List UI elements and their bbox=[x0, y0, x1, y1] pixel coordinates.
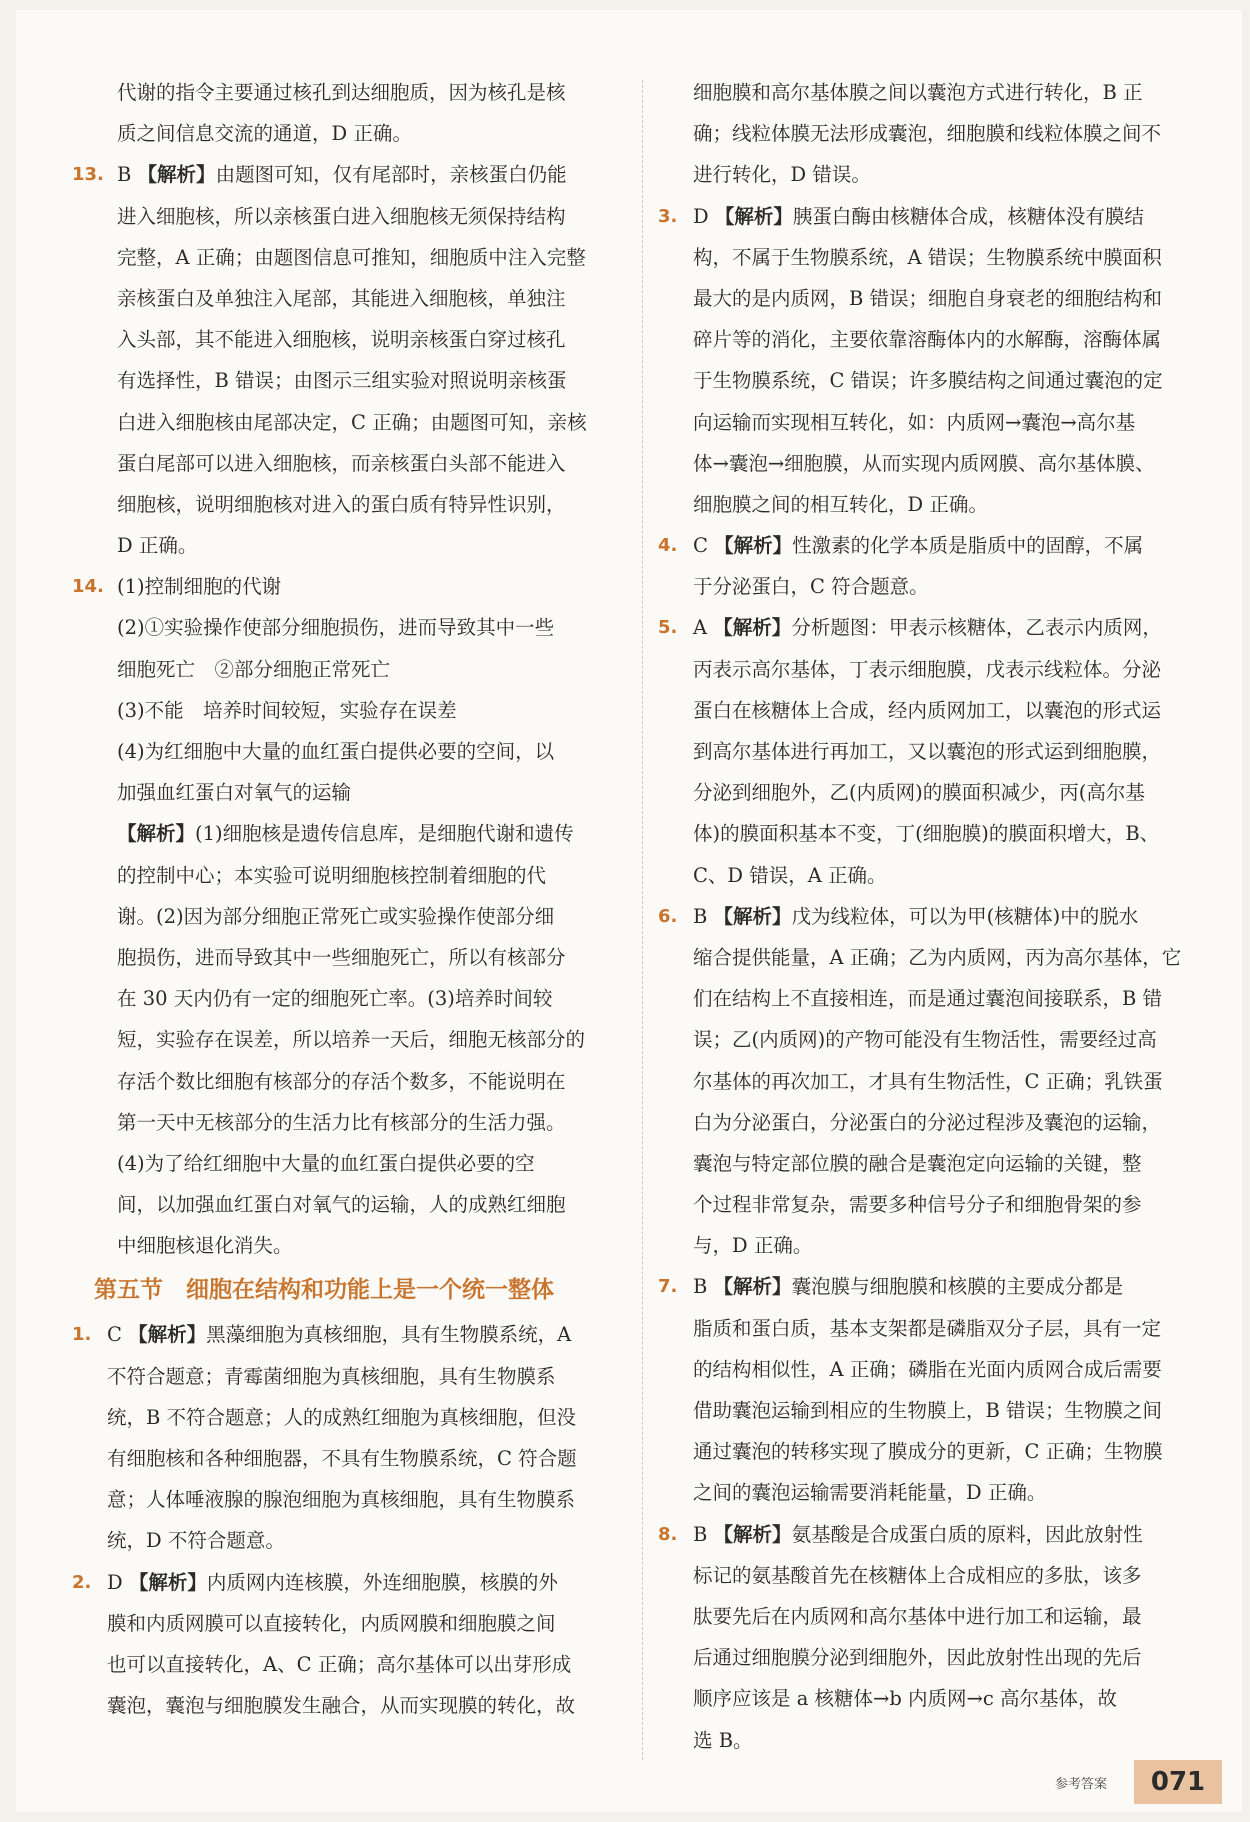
text-line: 于生物膜系统，C 错误；许多膜结构之间通过囊泡的定 bbox=[693, 369, 1163, 393]
question-8 bbox=[658, 1514, 1218, 1555]
left-column bbox=[72, 72, 628, 1726]
question-5 bbox=[658, 607, 1218, 648]
text-line: 有选择性，B 错误；由图示三组实验对照说明亲核蛋 bbox=[117, 369, 567, 393]
answer-letter: A bbox=[693, 616, 708, 640]
text-line: 胰蛋白酶由核糖体合成，核糖体没有膜结 bbox=[792, 204, 1144, 228]
answer-letter: B bbox=[117, 163, 132, 187]
text-line: 之间的囊泡运输需要消耗能量，D 正确。 bbox=[693, 1481, 1047, 1505]
text-line: 个过程非常复杂，需要多种信号分子和细胞骨架的参 bbox=[693, 1193, 1142, 1217]
text-line: 第一天中无核部分的生活力比有核部分的生活力强。 bbox=[117, 1110, 566, 1134]
question-number: 7. bbox=[658, 1276, 678, 1298]
text-line: (4)为了给红细胞中大量的血红蛋白提供必要的空 bbox=[117, 1151, 535, 1175]
question-6 bbox=[658, 896, 1218, 937]
text-line: 进入细胞核，所以亲核蛋白进入细胞核无须保持结构 bbox=[117, 204, 566, 228]
answer-letter: D bbox=[693, 204, 709, 228]
analysis-tag: 【解析】 bbox=[713, 1522, 792, 1546]
question-number: 8. bbox=[658, 1523, 678, 1545]
text-line: 向运输而实现相互转化，如：内质网→囊泡→高尔基 bbox=[693, 410, 1136, 434]
text-line: 缩合提供能量，A 正确；乙为内质网，丙为高尔基体，它 bbox=[693, 945, 1182, 969]
text-line: 蛋白尾部可以进入细胞核，而亲核蛋白头部不能进入 bbox=[117, 451, 566, 475]
footer-label: 参考答案 bbox=[1054, 1777, 1107, 1792]
page-number: 071 bbox=[1134, 1760, 1222, 1804]
text-line: 的控制中心；本实验可说明细胞核控制着细胞的代 bbox=[117, 863, 547, 887]
text-line: (4)为红细胞中大量的血红蛋白提供必要的空间，以 bbox=[117, 740, 555, 763]
text-line: 统，B 不符合题意；人的成熟红细胞为真核细胞，但没 bbox=[107, 1405, 577, 1429]
text-line: 完整，A 正确；由题图信息可推知，细胞质中注入完整 bbox=[117, 245, 586, 269]
answer-letter: C bbox=[107, 1323, 122, 1347]
question-number: 1. bbox=[72, 1324, 92, 1346]
text-line: 黑藻细胞为真核细胞，具有生物膜系统，A bbox=[206, 1323, 572, 1347]
text-line: 借助囊泡运输到相应的生物膜上，B 错误；生物膜之间 bbox=[693, 1399, 1163, 1422]
text-line: 统，D 不符合题意。 bbox=[107, 1529, 285, 1553]
question-number: 13. bbox=[72, 164, 104, 186]
text-line: 于分泌蛋白，C 符合题意。 bbox=[693, 575, 929, 599]
analysis-tag: 【解析】 bbox=[128, 1323, 207, 1347]
text-line: 亲核蛋白及单独注入尾部，其能进入细胞核，单独注 bbox=[117, 286, 566, 310]
question-3 bbox=[658, 196, 1218, 237]
text-line: 选 B。 bbox=[693, 1728, 753, 1752]
text-line: 体)的膜面积基本不变，丁(细胞膜)的膜面积增大，B、 bbox=[693, 822, 1160, 846]
text-line: 细胞死亡 ②部分细胞正常死亡 bbox=[117, 657, 391, 681]
question-number: 6. bbox=[658, 905, 678, 927]
question-number: 5. bbox=[658, 617, 678, 639]
text-line: 膜和内质网膜可以直接转化，内质网膜和细胞膜之间 bbox=[107, 1611, 556, 1635]
answer-letter: B bbox=[693, 904, 708, 928]
text-line: D 正确。 bbox=[117, 534, 198, 558]
text-line: 顺序应该是 a 核糖体→b 内质网→c 高尔基体，故 bbox=[693, 1687, 1118, 1711]
question-number: 3. bbox=[658, 205, 678, 227]
text-line: 通过囊泡的转移实现了膜成分的更新，C 正确；生物膜 bbox=[693, 1440, 1163, 1464]
text-line: 确；线粒体膜无法形成囊泡，细胞膜和线粒体膜之间不 bbox=[693, 122, 1162, 146]
text-line: 细胞膜之间的相互转化，D 正确。 bbox=[693, 492, 988, 516]
text-line: 后通过细胞膜分泌到细胞外，因此放射性出现的先后 bbox=[693, 1646, 1142, 1670]
analysis-tag: 【解析】 bbox=[137, 163, 216, 187]
question-7 bbox=[658, 1266, 1218, 1307]
column-divider bbox=[642, 80, 643, 1760]
text-line: 体→囊泡→细胞膜，从而实现内质网膜、高尔基体膜、 bbox=[693, 451, 1155, 475]
text-line: 进行转化，D 错误。 bbox=[693, 163, 871, 187]
text-line: 们在结构上不直接相连，而是通过囊泡间接联系，B 错 bbox=[693, 987, 1163, 1011]
analysis-tag: 【解析】 bbox=[117, 822, 196, 846]
analysis-tag: 【解析】 bbox=[714, 204, 793, 228]
text-line: 短，实验存在误差，所以培养一天后，细胞无核部分的 bbox=[117, 1028, 586, 1052]
text-line: 意；人体唾液腺的腺泡细胞为真核细胞，具有生物膜系 bbox=[107, 1488, 576, 1512]
text-line: 存活个数比细胞有核部分的存活个数多，不能说明在 bbox=[117, 1069, 566, 1093]
text-line: 碎片等的消化，主要依靠溶酶体内的水解酶，溶酶体属 bbox=[693, 328, 1162, 352]
answer-letter: B bbox=[693, 1522, 708, 1546]
text-line: 与，D 正确。 bbox=[693, 1234, 813, 1258]
text-line: 中细胞核退化消失。 bbox=[117, 1234, 293, 1258]
text-line: 加强血红蛋白对氧气的运输 bbox=[117, 781, 352, 805]
question-4 bbox=[658, 525, 1218, 566]
answer-letter: C bbox=[693, 534, 708, 558]
text-line: (1)控制细胞的代谢 bbox=[117, 575, 282, 599]
right-column bbox=[658, 72, 1218, 1761]
question-2 bbox=[72, 1562, 628, 1603]
text-line: 构，不属于生物膜系统，A 错误；生物膜系统中膜面积 bbox=[693, 245, 1162, 269]
text-line: 细胞膜和高尔基体膜之间以囊泡方式进行转化，B 正 bbox=[693, 81, 1143, 104]
text-line: 有细胞核和各种细胞器，不具有生物膜系统，C 符合题 bbox=[107, 1447, 577, 1470]
text-line: 由题图可知，仅有尾部时，亲核蛋白仍能 bbox=[215, 163, 567, 187]
text-line: 质之间信息交流的通道，D 正确。 bbox=[117, 122, 412, 146]
question-number: 4. bbox=[658, 535, 678, 557]
text-line: 白进入细胞核由尾部决定，C 正确；由题图可知，亲核 bbox=[117, 410, 587, 434]
text-line: 囊泡与特定部位膜的融合是囊泡定向运输的关键，整 bbox=[693, 1151, 1142, 1175]
text-line: (2)①实验操作使部分细胞损伤，进而导致其中一些 bbox=[117, 616, 555, 640]
analysis-tag: 【解析】 bbox=[713, 1275, 792, 1299]
analysis-line bbox=[72, 813, 628, 854]
text-line: 肽要先后在内质网和高尔基体中进行加工和运输，最 bbox=[693, 1604, 1142, 1628]
text-line: 到高尔基体进行再加工，又以囊泡的形式运到细胞膜， bbox=[693, 740, 1162, 763]
text-line: 囊泡膜与细胞膜和核膜的主要成分都是 bbox=[791, 1275, 1124, 1299]
text-line: C、D 错误，A 正确。 bbox=[693, 863, 887, 887]
text-line: 的结构相似性，A 正确；磷脂在光面内质网合成后需要 bbox=[693, 1357, 1162, 1381]
text-line: 不符合题意；青霉菌细胞为真核细胞，具有生物膜系 bbox=[107, 1364, 556, 1388]
text-line: 也可以直接转化，A、C 正确；高尔基体可以出芽形成 bbox=[107, 1652, 572, 1676]
text-line: (1)细胞核是遗传信息库，是细胞代谢和遗传 bbox=[195, 822, 574, 846]
text-line: 细胞核，说明细胞核对进入的蛋白质有特异性识别， bbox=[117, 492, 566, 516]
answer-page bbox=[16, 10, 1242, 1812]
text-line: 白为分泌蛋白，分泌蛋白的分泌过程涉及囊泡的运输， bbox=[693, 1110, 1162, 1134]
text-line: 性激素的化学本质是脂质中的固醇，不属 bbox=[792, 534, 1144, 558]
text-line: 最大的是内质网，B 错误；细胞自身衰老的细胞结构和 bbox=[693, 286, 1163, 310]
analysis-tag: 【解析】 bbox=[128, 1570, 207, 1594]
text-line: 代谢的指令主要通过核孔到达细胞质，因为核孔是核 bbox=[117, 81, 566, 104]
text-line: (3)不能 培养时间较短，实验存在误差 bbox=[117, 698, 457, 722]
text-line: 标记的氨基酸首先在核糖体上合成相应的多肽，该多 bbox=[693, 1563, 1142, 1587]
question-14 bbox=[72, 566, 628, 607]
text-line: 间，以加强血红蛋白对氧气的运输，人的成熟红细胞 bbox=[117, 1193, 566, 1217]
section-title: 第五节 细胞在结构和功能上是一个统一整体 bbox=[94, 1277, 554, 1304]
text-line: 入头部，其不能进入细胞核，说明亲核蛋白穿过核孔 bbox=[117, 328, 566, 352]
answer-letter: B bbox=[693, 1275, 708, 1299]
analysis-tag: 【解析】 bbox=[713, 904, 792, 928]
text-line: 氨基酸是合成蛋白质的原料，因此放射性 bbox=[791, 1522, 1143, 1546]
text-line: 囊泡，囊泡与细胞膜发生融合，从而实现膜的转化，故 bbox=[107, 1694, 576, 1718]
text-line: 内质网内连核膜，外连细胞膜，核膜的外 bbox=[206, 1570, 558, 1594]
question-13 bbox=[72, 154, 628, 195]
question-number: 2. bbox=[72, 1571, 92, 1593]
text-line: 戊为线粒体，可以为甲(核糖体)中的脱水 bbox=[791, 904, 1139, 928]
text-line: 蛋白在核糖体上合成，经内质网加工，以囊泡的形式运 bbox=[693, 698, 1162, 722]
text-line: 胞损伤，进而导致其中一些细胞死亡，所以有核部分 bbox=[117, 945, 566, 969]
text-line: 误；乙(内质网)的产物可能没有生物活性，需要经过高 bbox=[693, 1028, 1157, 1052]
text-line: 谢。(2)因为部分细胞正常死亡或实验操作使部分细 bbox=[117, 904, 555, 928]
question-number: 14. bbox=[72, 576, 104, 598]
question-1 bbox=[72, 1314, 628, 1355]
text-line: 脂质和蛋白质，基本支架都是磷脂双分子层，具有一定 bbox=[693, 1316, 1162, 1340]
answer-letter: D bbox=[107, 1570, 123, 1594]
text-line: 尔基体的再次加工，才具有生物活性，C 正确；乳铁蛋 bbox=[693, 1069, 1163, 1093]
analysis-tag: 【解析】 bbox=[714, 534, 793, 558]
text-line: 丙表示高尔基体，丁表示细胞膜，戊表示线粒体。分泌 bbox=[693, 657, 1162, 681]
text-line: 分泌到细胞外，乙(内质网)的膜面积减少，丙(高尔基 bbox=[693, 781, 1145, 805]
text-line: 分析题图：甲表示核糖体，乙表示内质网， bbox=[791, 616, 1162, 640]
text-line: 在 30 天内仍有一定的细胞死亡率。(3)培养时间较 bbox=[117, 987, 553, 1011]
analysis-tag: 【解析】 bbox=[713, 616, 792, 640]
